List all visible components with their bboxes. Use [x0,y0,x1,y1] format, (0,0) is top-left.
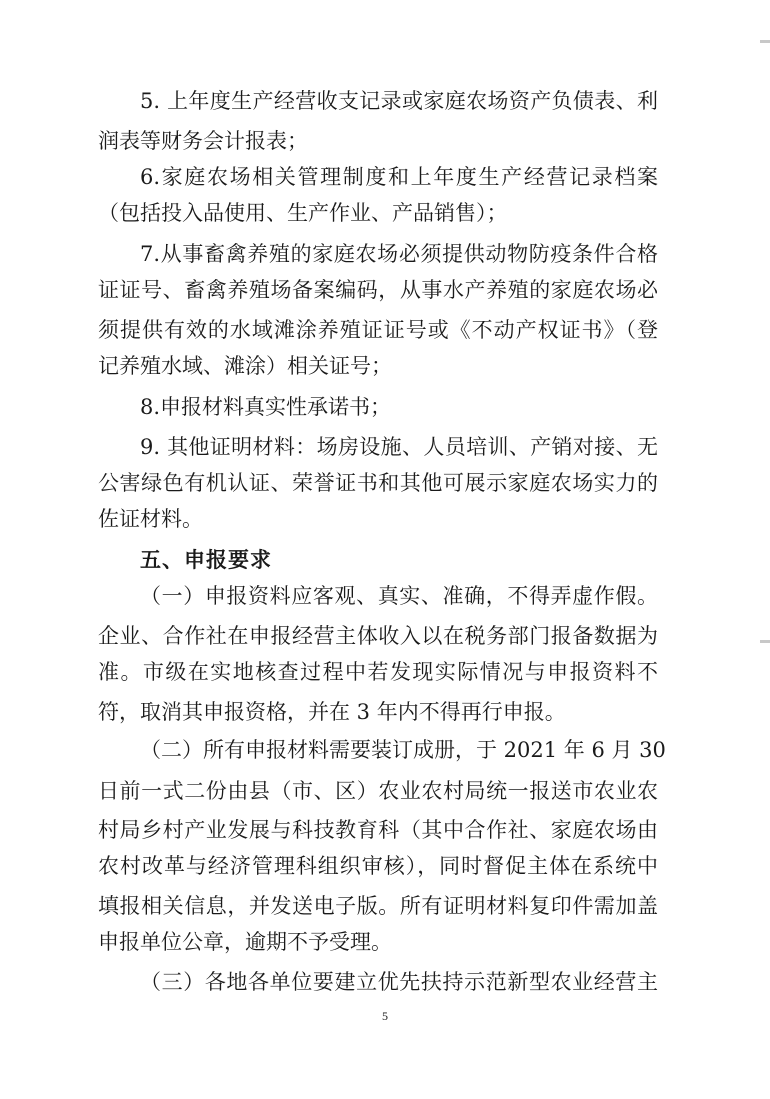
line-text: 5. 上年度生产经营收支记录或家庭农场资产负债表、利 [140,89,658,113]
line-text: 8.申报材料真实性承诺书； [140,395,392,419]
paragraph-line [0,315,770,345]
paragraph-line [0,851,770,881]
paragraph-line [0,657,770,687]
line-text: 农村改革与经济管理科组织审核），同时督促主体在系统中 [98,854,658,878]
paragraph-line [0,86,770,116]
line-text: 准。市级在实地核查过程中若发现实际情况与申报资料不 [98,660,658,684]
line-text: 公害绿色有机认证、荣誉证书和其他可展示家庭农场实力的 [98,471,658,495]
section-heading [0,545,770,575]
paragraph-line [0,468,770,498]
paragraph-line [0,891,770,921]
line-text: （二）所有申报材料需要装订成册，于 2021 年 6 月 30 [140,738,666,762]
line-text: 填报相关信息，并发送电子版。所有证明材料复印件需加盖 [98,894,658,918]
paragraph-line [0,275,770,305]
paragraph-line [0,162,770,192]
line-text: 符，取消其申报资格，并在 3 年内不得再行申报。 [98,700,566,724]
line-text: 9. 其他证明材料：场房设施、人员培训、产销对接、无 [140,435,658,459]
paragraph-line [0,351,770,381]
line-text: 村局乡村产业发展与科技教育科（其中合作社、家庭农场由 [98,818,658,842]
paragraph-line [0,697,770,727]
line-text: （包括投入品使用、生产作业、产品销售）； [98,201,508,225]
scan-edge-mark [760,640,770,643]
scan-edge-mark [760,40,770,43]
paragraph-line [0,198,770,228]
line-text: 申报单位公章，逾期不予受理。 [98,930,392,954]
line-text: 五、申报要求 [140,548,272,572]
line-text: （一）申报资料应客观、真实、准确，不得弄虚作假。 [140,584,658,608]
paragraph-line [0,239,770,269]
line-text: 7.从事畜禽养殖的家庭农场必须提供动物防疫条件合格 [140,242,658,266]
line-text: 佐证材料。 [98,507,203,531]
line-text: （三）各地各单位要建立优先扶持示范新型农业经营主 [140,970,658,994]
page-number: 5 [382,1009,388,1023]
line-text: 证证号、畜禽养殖场备案编码，从事水产养殖的家庭农场必 [98,278,658,302]
paragraph-line [0,581,770,611]
line-text: 企业、合作社在申报经营主体收入以在税务部门报备数据为 [98,624,658,648]
line-text: 记养殖水域、滩涂）相关证号； [98,354,392,378]
paragraph-line [0,776,770,806]
line-text: 须提供有效的水域滩涂养殖证证号或《不动产权证书》（登 [98,318,658,342]
line-text: 日前一式二份由县（市、区）农业农村局统一报送市农业农 [98,779,658,803]
paragraph-line [0,815,770,845]
paragraph-line [0,504,770,534]
line-text: 润表等财务会计报表； [98,129,308,153]
paragraph-line [0,735,770,765]
paragraph-line [0,392,770,422]
paragraph-line [0,126,770,156]
paragraph-line [0,927,770,957]
paragraph-line [0,967,770,997]
line-text: 6.家庭农场相关管理制度和上年度生产经营记录档案 [140,165,658,189]
paragraph-line [0,621,770,651]
paragraph-line [0,432,770,462]
